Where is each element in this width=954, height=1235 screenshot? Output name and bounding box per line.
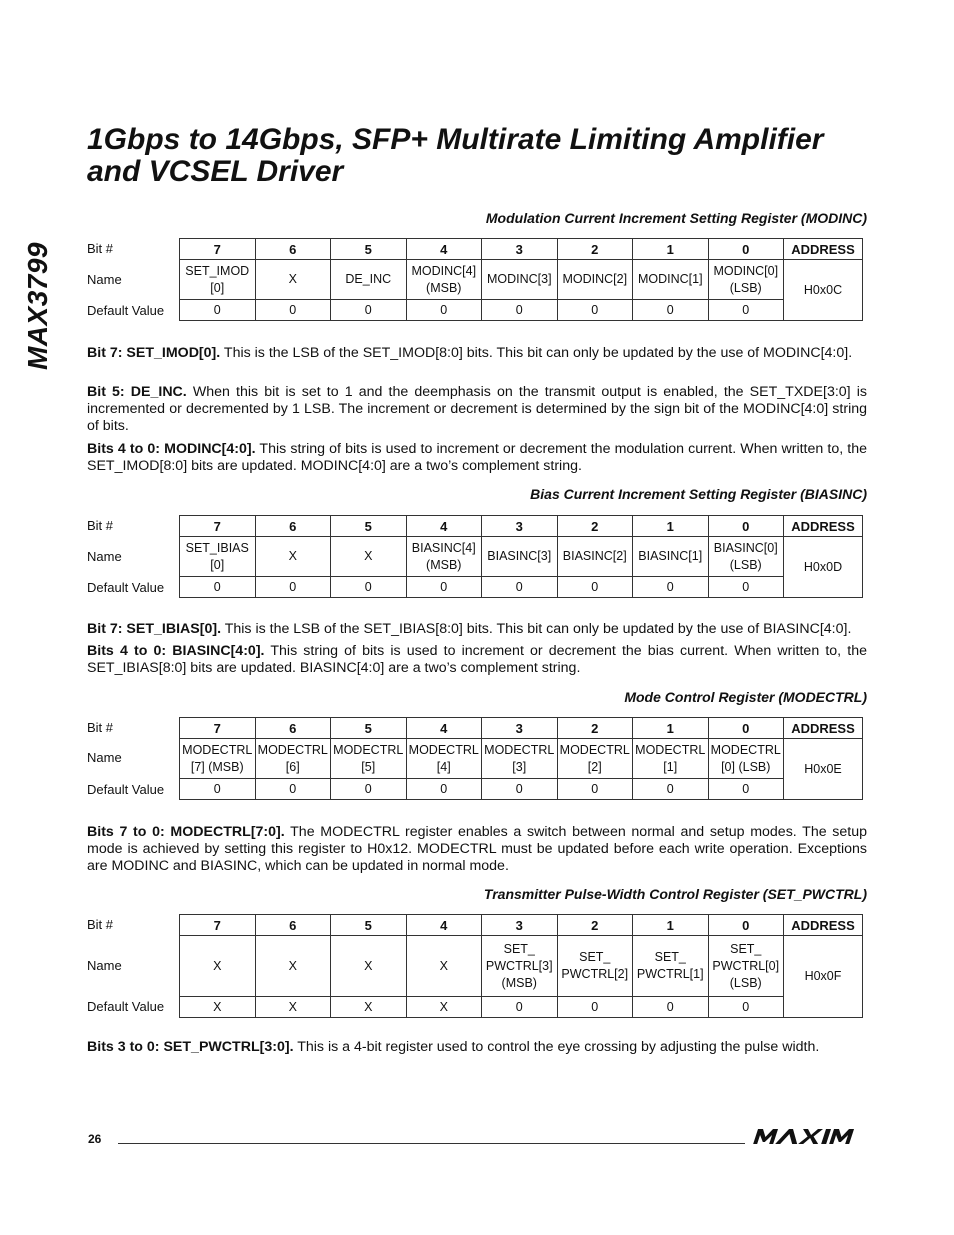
bit-cell: 0 [708, 915, 784, 936]
paragraph [87, 621, 867, 638]
bit-cell: 2 [557, 718, 633, 739]
register-caption-modectrl: Mode Control Register (MODECTRL) [624, 689, 867, 705]
address-header: ADDRESS [784, 718, 863, 739]
page-number: 26 [88, 1132, 102, 1146]
name-cell: BIASINC[1] [633, 537, 709, 577]
bit-cell: 7 [180, 239, 256, 260]
default-cell: 0 [633, 300, 709, 321]
name-cell: X [255, 260, 331, 300]
name-cell: X [331, 537, 407, 577]
paragraph [87, 345, 867, 362]
paragraph-lead: Bit 7: SET_IMOD[0]. [87, 345, 221, 361]
name-cell: MODECTRL [0] (LSB) [708, 739, 784, 779]
bit-cell: 5 [331, 516, 407, 537]
default-cell: 0 [633, 779, 709, 800]
name-cell: MODECTRL [1] [633, 739, 709, 779]
register-table-modinc [179, 238, 863, 321]
paragraph-text: This string of bits is used to increment or decrement the bias current. When written to, the SET_IBIAS[8:0] bits are updated. BIASINC[4:0] are a two’s complement string. [87, 643, 867, 676]
bit-cell: 1 [633, 239, 709, 260]
name-cell: SET_IMOD [0] [180, 260, 256, 300]
address-cell: H0x0E [784, 739, 863, 800]
default-label: Default Value [87, 303, 165, 318]
name-cell: X [255, 936, 331, 997]
default-label: Default Value [87, 999, 165, 1014]
bit-cell: 0 [708, 516, 784, 537]
bit-cell: 3 [482, 718, 558, 739]
paragraph-text: This is the LSB of the SET_IMOD[8:0] bits. This bit can only be updated by the use of MODINC[4:0]. [220, 345, 853, 361]
default-cell: X [406, 997, 482, 1018]
paragraph [87, 643, 867, 677]
name-cell: MODINC[2] [557, 260, 633, 300]
name-cell: BIASINC[3] [482, 537, 558, 577]
register-table-set-pwctrl [179, 914, 863, 1018]
default-cell: 0 [406, 779, 482, 800]
paragraph-lead: Bits 4 to 0: BIASINC[4:0]. [87, 643, 265, 659]
paragraph-text: This is a 4-bit register used to control the eye crossing by adjusting the pulse width. [293, 1039, 820, 1055]
address-cell: H0x0F [784, 936, 863, 1018]
default-label: Default Value [87, 782, 165, 797]
bit-cell: 1 [633, 718, 709, 739]
default-cell: 0 [482, 577, 558, 598]
default-label: Default Value [87, 580, 165, 595]
bit-cell: 7 [180, 516, 256, 537]
register-table-modectrl [179, 717, 863, 800]
name-cell: BIASINC[0] (LSB) [708, 537, 784, 577]
default-cell: 0 [708, 779, 784, 800]
paragraph-text: The MODECTRL register enables a switch between normal and setup modes. The setup mode is achieved by setting this register to H0x12. MODECTRL must be updated before each write operation. Exceptions are MODINC and BIASINC, which can be updated in normal mode. [87, 824, 867, 874]
name-cell: MODECTRL [4] [406, 739, 482, 779]
register-table-biasinc [179, 515, 863, 598]
default-cell: 0 [255, 779, 331, 800]
address-cell: H0x0D [784, 537, 863, 598]
name-cell: X [180, 936, 256, 997]
default-cell: 0 [331, 779, 407, 800]
address-cell: H0x0C [784, 260, 863, 321]
bit-cell: 4 [406, 915, 482, 936]
name-cell: X [331, 936, 407, 997]
default-cell: 0 [557, 997, 633, 1018]
default-cell: 0 [255, 300, 331, 321]
bit-cell: 4 [406, 718, 482, 739]
bit-cell: 2 [557, 915, 633, 936]
bit-cell: 5 [331, 718, 407, 739]
bit-cell: 6 [255, 516, 331, 537]
bit-label: Bit # [87, 720, 114, 735]
default-cell: 0 [331, 577, 407, 598]
default-cell: X [331, 997, 407, 1018]
name-cell: BIASINC[4] (MSB) [406, 537, 482, 577]
bit-cell: 7 [180, 915, 256, 936]
address-header: ADDRESS [784, 239, 863, 260]
side-part-number-text: MAX3799 [22, 241, 53, 370]
name-label: Name [87, 750, 122, 765]
bit-cell: 6 [255, 239, 331, 260]
name-label: Name [87, 549, 122, 564]
default-cell: 0 [482, 997, 558, 1018]
bit-cell: 5 [331, 915, 407, 936]
default-cell: X [180, 997, 256, 1018]
default-cell: 0 [708, 300, 784, 321]
default-cell: 0 [557, 779, 633, 800]
name-cell: SET_ PWCTRL[0] (LSB) [708, 936, 784, 997]
bit-cell: 7 [180, 718, 256, 739]
paragraph-text: This string of bits is used to increment or decrement the modulation current. When written to, the SET_IMOD[8:0] bits are updated. MODINC[4:0] are a two’s complement string. [87, 441, 867, 474]
default-cell: 0 [255, 577, 331, 598]
name-cell: X [406, 936, 482, 997]
paragraph-text: When this bit is set to 1 and the deemphasis on the transmit output is enabled, the SET_TXDE[3:0] is incremented or decremented by 1 LSB. The increment or decrement is determined by the sign bit of the MODINC[4:0] string of bits. [87, 384, 867, 434]
name-cell: SET_ PWCTRL[1] [633, 936, 709, 997]
bit-label: Bit # [87, 241, 114, 256]
name-cell: MODINC[3] [482, 260, 558, 300]
maxim-logo [753, 1126, 865, 1146]
bit-cell: 6 [255, 718, 331, 739]
name-cell: MODECTRL [7] (MSB) [180, 739, 256, 779]
bit-label: Bit # [87, 518, 114, 533]
name-cell: SET_ PWCTRL[2] [557, 936, 633, 997]
bit-cell: 4 [406, 516, 482, 537]
footer-rule [118, 1143, 745, 1144]
register-caption-biasinc: Bias Current Increment Setting Register (BIASINC) [530, 486, 867, 502]
default-cell: 0 [708, 577, 784, 598]
bit-cell: 1 [633, 516, 709, 537]
default-cell: 0 [633, 997, 709, 1018]
default-cell: 0 [406, 300, 482, 321]
bit-cell: 5 [331, 239, 407, 260]
paragraph-text: This is the LSB of the SET_IBIAS[8:0] bits. This bit can only be updated by the use of BIASINC[4:0]. [221, 621, 852, 637]
default-cell: 0 [557, 577, 633, 598]
name-cell: BIASINC[2] [557, 537, 633, 577]
default-cell: 0 [482, 300, 558, 321]
name-cell: DE_INC [331, 260, 407, 300]
default-cell: 0 [180, 779, 256, 800]
name-cell: SET_ PWCTRL[3] (MSB) [482, 936, 558, 997]
default-cell: X [255, 997, 331, 1018]
register-caption-modinc: Modulation Current Increment Setting Register (MODINC) [485, 210, 867, 226]
paragraph-lead: Bits 7 to 0: MODECTRL[7:0]. [87, 824, 285, 840]
name-cell: MODINC[1] [633, 260, 709, 300]
default-cell: 0 [406, 577, 482, 598]
name-cell: X [255, 537, 331, 577]
default-cell: 0 [331, 300, 407, 321]
paragraph-lead: Bit 7: SET_IBIAS[0]. [87, 621, 222, 637]
name-cell: MODINC[4] (MSB) [406, 260, 482, 300]
paragraph [87, 824, 867, 875]
name-cell: MODINC[0] (LSB) [708, 260, 784, 300]
bit-cell: 3 [482, 915, 558, 936]
bit-cell: 3 [482, 516, 558, 537]
register-caption-set-pwctrl: Transmitter Pulse-Width Control Register (SET_PWCTRL) [483, 886, 867, 902]
bit-cell: 0 [708, 239, 784, 260]
name-cell: SET_IBIAS [0] [180, 537, 256, 577]
name-cell: MODECTRL [2] [557, 739, 633, 779]
bit-cell: 1 [633, 915, 709, 936]
bit-cell: 2 [557, 239, 633, 260]
default-cell: 0 [633, 577, 709, 598]
default-cell: 0 [180, 577, 256, 598]
default-cell: 0 [180, 300, 256, 321]
bit-label: Bit # [87, 917, 114, 932]
bit-cell: 6 [255, 915, 331, 936]
paragraph [87, 1039, 867, 1056]
paragraph-lead: Bits 3 to 0: SET_PWCTRL[3:0]. [87, 1039, 294, 1055]
name-label: Name [87, 272, 122, 287]
name-cell: MODECTRL [6] [255, 739, 331, 779]
default-cell: 0 [557, 300, 633, 321]
paragraph-lead: Bit 5: DE_INC. [87, 384, 187, 400]
address-header: ADDRESS [784, 915, 863, 936]
paragraph-lead: Bits 4 to 0: MODINC[4:0]. [87, 441, 256, 457]
name-cell: MODECTRL [5] [331, 739, 407, 779]
name-cell: MODECTRL [3] [482, 739, 558, 779]
bit-cell: 2 [557, 516, 633, 537]
name-label: Name [87, 958, 122, 973]
paragraph [87, 441, 867, 475]
side-part-number [22, 210, 72, 370]
bit-cell: 3 [482, 239, 558, 260]
bit-cell: 0 [708, 718, 784, 739]
default-cell: 0 [708, 997, 784, 1018]
page-title: 1Gbps to 14Gbps, SFP+ Multirate Limiting Amplifier and VCSEL Driver [87, 123, 824, 188]
address-header: ADDRESS [784, 516, 863, 537]
bit-cell: 4 [406, 239, 482, 260]
paragraph [87, 384, 867, 435]
default-cell: 0 [482, 779, 558, 800]
